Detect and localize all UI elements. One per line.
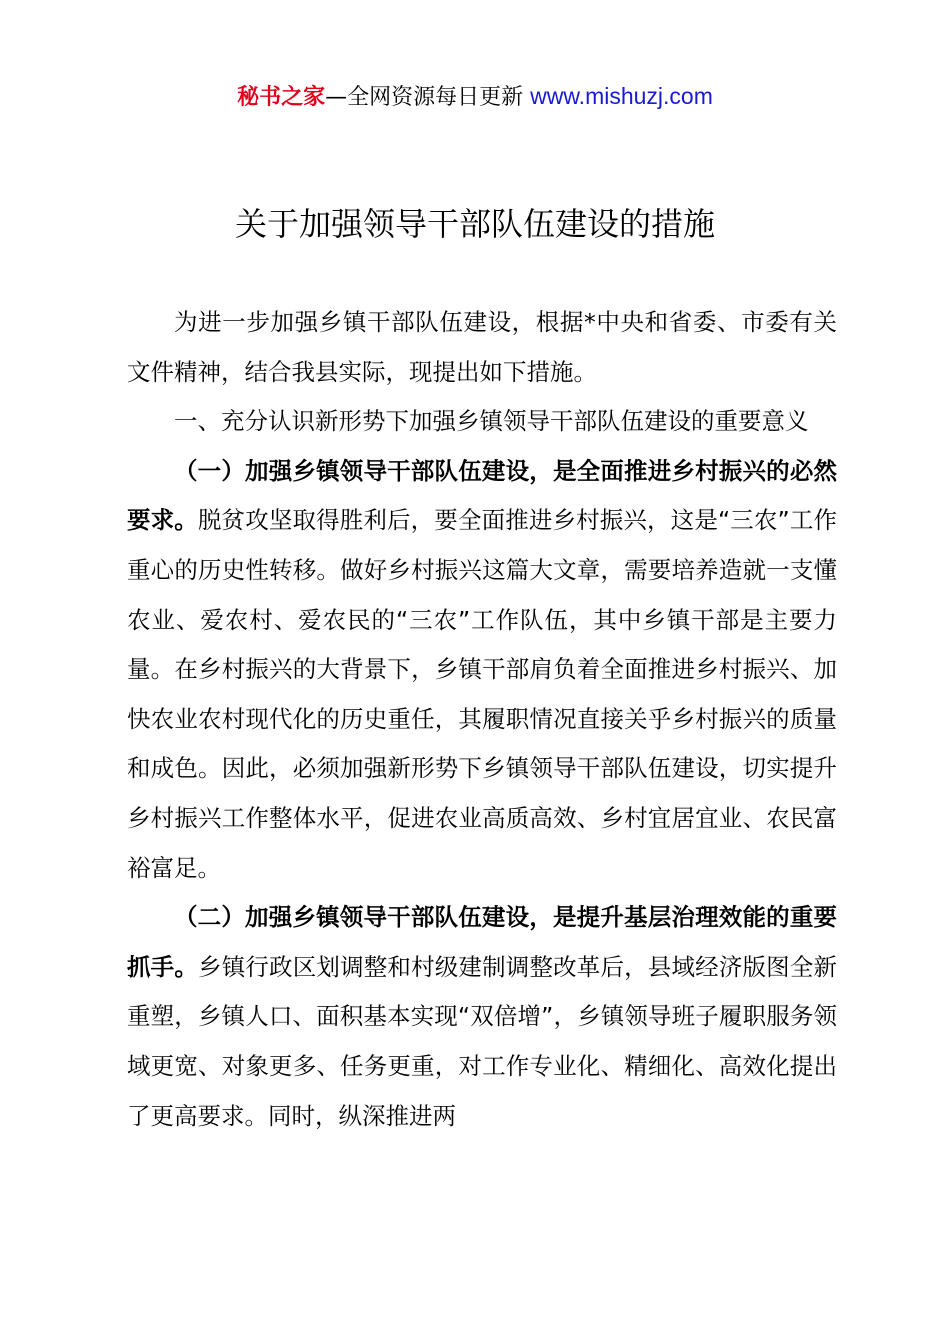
site-brand: 秘书之家 [237, 85, 326, 110]
site-tagline: —全网资源每日更新 [325, 85, 531, 110]
intro-paragraph: 为进一步加强乡镇干部队伍建设，根据*中央和省委、市委有关文件精神，结合我县实际，现提出如下措施。 [127, 308, 837, 386]
subsection-body-1: 脱贫攻坚取得胜利后，要全面推进乡村振兴，这是“三农”工作重心的历史性转移。做好乡村振兴这篇大文章，需要培养造就一支懂农业、爱农村、爱农民的“三农”工作队伍，其中乡镇干部是主要力量。在乡村振兴的大背景下，乡镇干部肩负着全面推进乡村振兴、加快农业农村现代化的历史重任，其履职情况直接关乎乡村振兴的质量和成色。因此，必须加强新形势下乡镇领导干部队伍建设，切实提升乡村振兴工作整体水平，促进农业高质高效、乡村宜居宜业、农民富裕富足。 [127, 506, 837, 882]
subsection-lead-1: （一）加强乡镇领导干部队伍建设，是全面推进乡村振兴的必然要求。 [127, 456, 837, 535]
section-heading: 一、充分认识新形势下加强乡镇领导干部队伍建设的重要意义 [174, 407, 809, 436]
subsection-body-2: 乡镇行政区划调整和村级建制调整改革后，县域经济版图全新重塑，乡镇人口、面积基本实现“双倍增”，乡镇领导班子履职服务领域更宽、对象更多、任务更重，对工作专业化、精细化、高效化提出了更高要求。同时，纵深推进两 [127, 952, 838, 1130]
site-header [0, 80, 950, 114]
document-body [127, 298, 837, 1141]
subsection-paragraph-1 [127, 447, 837, 893]
document-title: 关于加强领导干部队伍建设的措施 [234, 205, 715, 243]
subsection-lead-2: （二）加强乡镇领导干部队伍建设，是提升基层治理效能的重要抓手。 [127, 903, 837, 981]
site-url-link[interactable]: www.mishuzj.com [530, 83, 713, 109]
subsection-paragraph-2 [127, 893, 837, 1141]
